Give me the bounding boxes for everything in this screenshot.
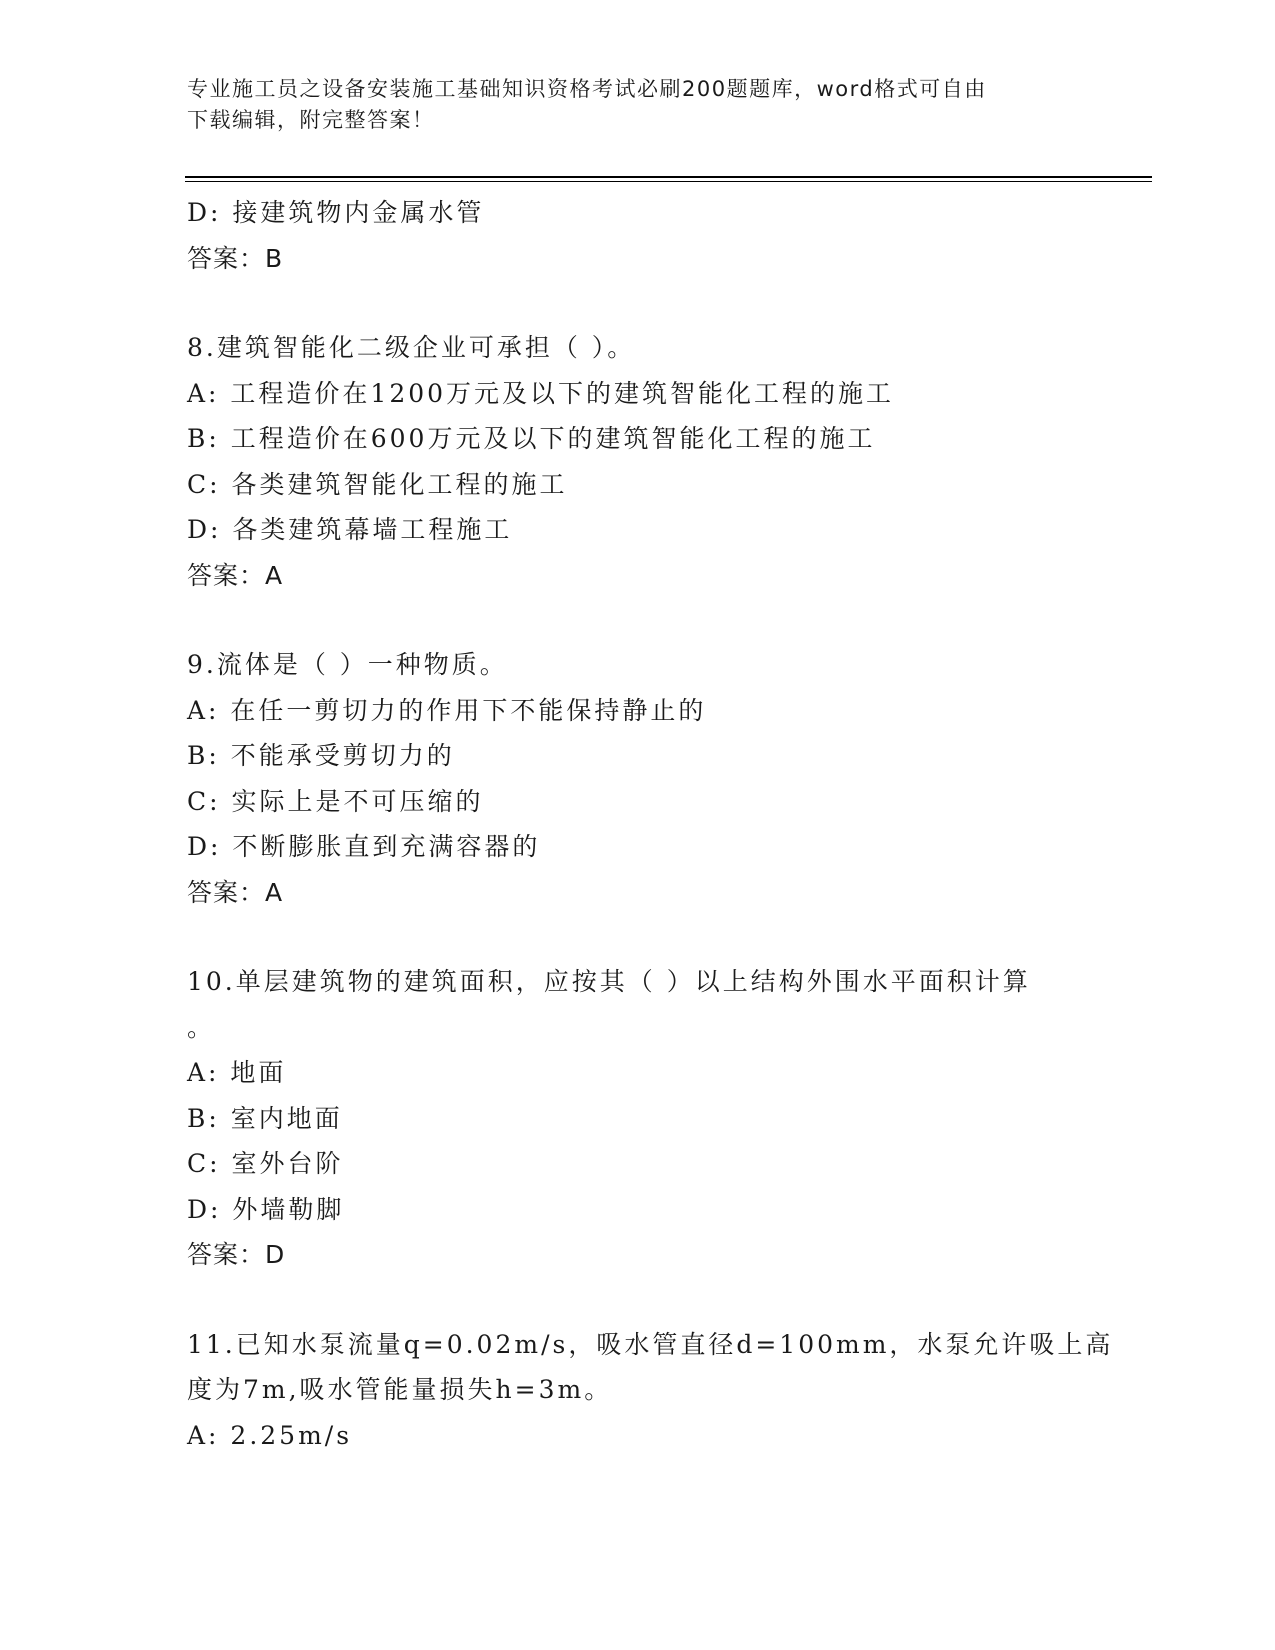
question-stem: 8.建筑智能化二级企业可承担（ ）。: [187, 333, 636, 362]
question-stem-line-2: 度为7m,吸水管能量损失h=3m。: [187, 1375, 613, 1404]
question-9: [187, 642, 1087, 915]
question-stem-line-1: 11.已知水泵流量q=0.02m/s，吸水管直径d=100mm，水泵允许吸上高: [187, 1329, 1114, 1359]
option-a: A: 在任一剪切力的作用下不能保持静止的: [187, 695, 707, 725]
question-list: [187, 190, 1114, 1458]
header-line-2: 下载编辑，附完整答案！: [187, 108, 435, 132]
option-a: A: 地面: [187, 1058, 287, 1087]
question-stem-line-2: 。: [187, 1012, 216, 1042]
question-stem-line-1: 10.单层建筑物的建筑面积，应按其（ ）以上结构外围水平面积计算: [187, 967, 1031, 996]
header-rule-thin: [185, 181, 1152, 182]
option-b: B: 室内地面: [187, 1103, 343, 1133]
option-d: D: 接建筑物内金属水管: [187, 198, 485, 227]
option-d: D: 外墙勒脚: [187, 1194, 345, 1224]
question-10: [187, 959, 1087, 1278]
option-b: B: 不能承受剪切力的: [187, 741, 455, 770]
answer-line: 答案：A: [187, 877, 284, 907]
option-d: D: 各类建筑幕墙工程施工: [187, 515, 513, 544]
spacer: [187, 1278, 1087, 1322]
spacer: [187, 598, 1087, 642]
question-stem: 9.流体是（ ）一种物质。: [187, 650, 508, 679]
option-a: A: 工程造价在1200万元及以下的建筑智能化工程的施工: [187, 378, 895, 408]
header-rule-thick: [185, 176, 1152, 178]
previous-question-tail: [187, 190, 1087, 281]
question-11: [187, 1322, 1114, 1459]
spacer: [187, 915, 1087, 959]
answer-line: 答案：B: [187, 243, 284, 273]
option-c: C: 各类建筑智能化工程的施工: [187, 469, 568, 499]
header-line-1: 专业施工员之设备安装施工基础知识资格考试必刷200题题库，word格式可自由: [187, 77, 987, 101]
question-8: [187, 325, 1087, 598]
option-a: A: 2.25m/s: [187, 1420, 353, 1450]
answer-line: 答案：A: [187, 560, 284, 590]
option-b: B: 工程造价在600万元及以下的建筑智能化工程的施工: [187, 424, 876, 453]
answer-line: 答案：D: [187, 1240, 286, 1269]
option-c: C: 实际上是不可压缩的: [187, 786, 484, 816]
option-c: C: 室外台阶: [187, 1149, 344, 1178]
document-header: [187, 74, 1067, 136]
option-d: D: 不断膨胀直到充满容器的: [187, 832, 541, 861]
spacer: [187, 281, 1087, 325]
